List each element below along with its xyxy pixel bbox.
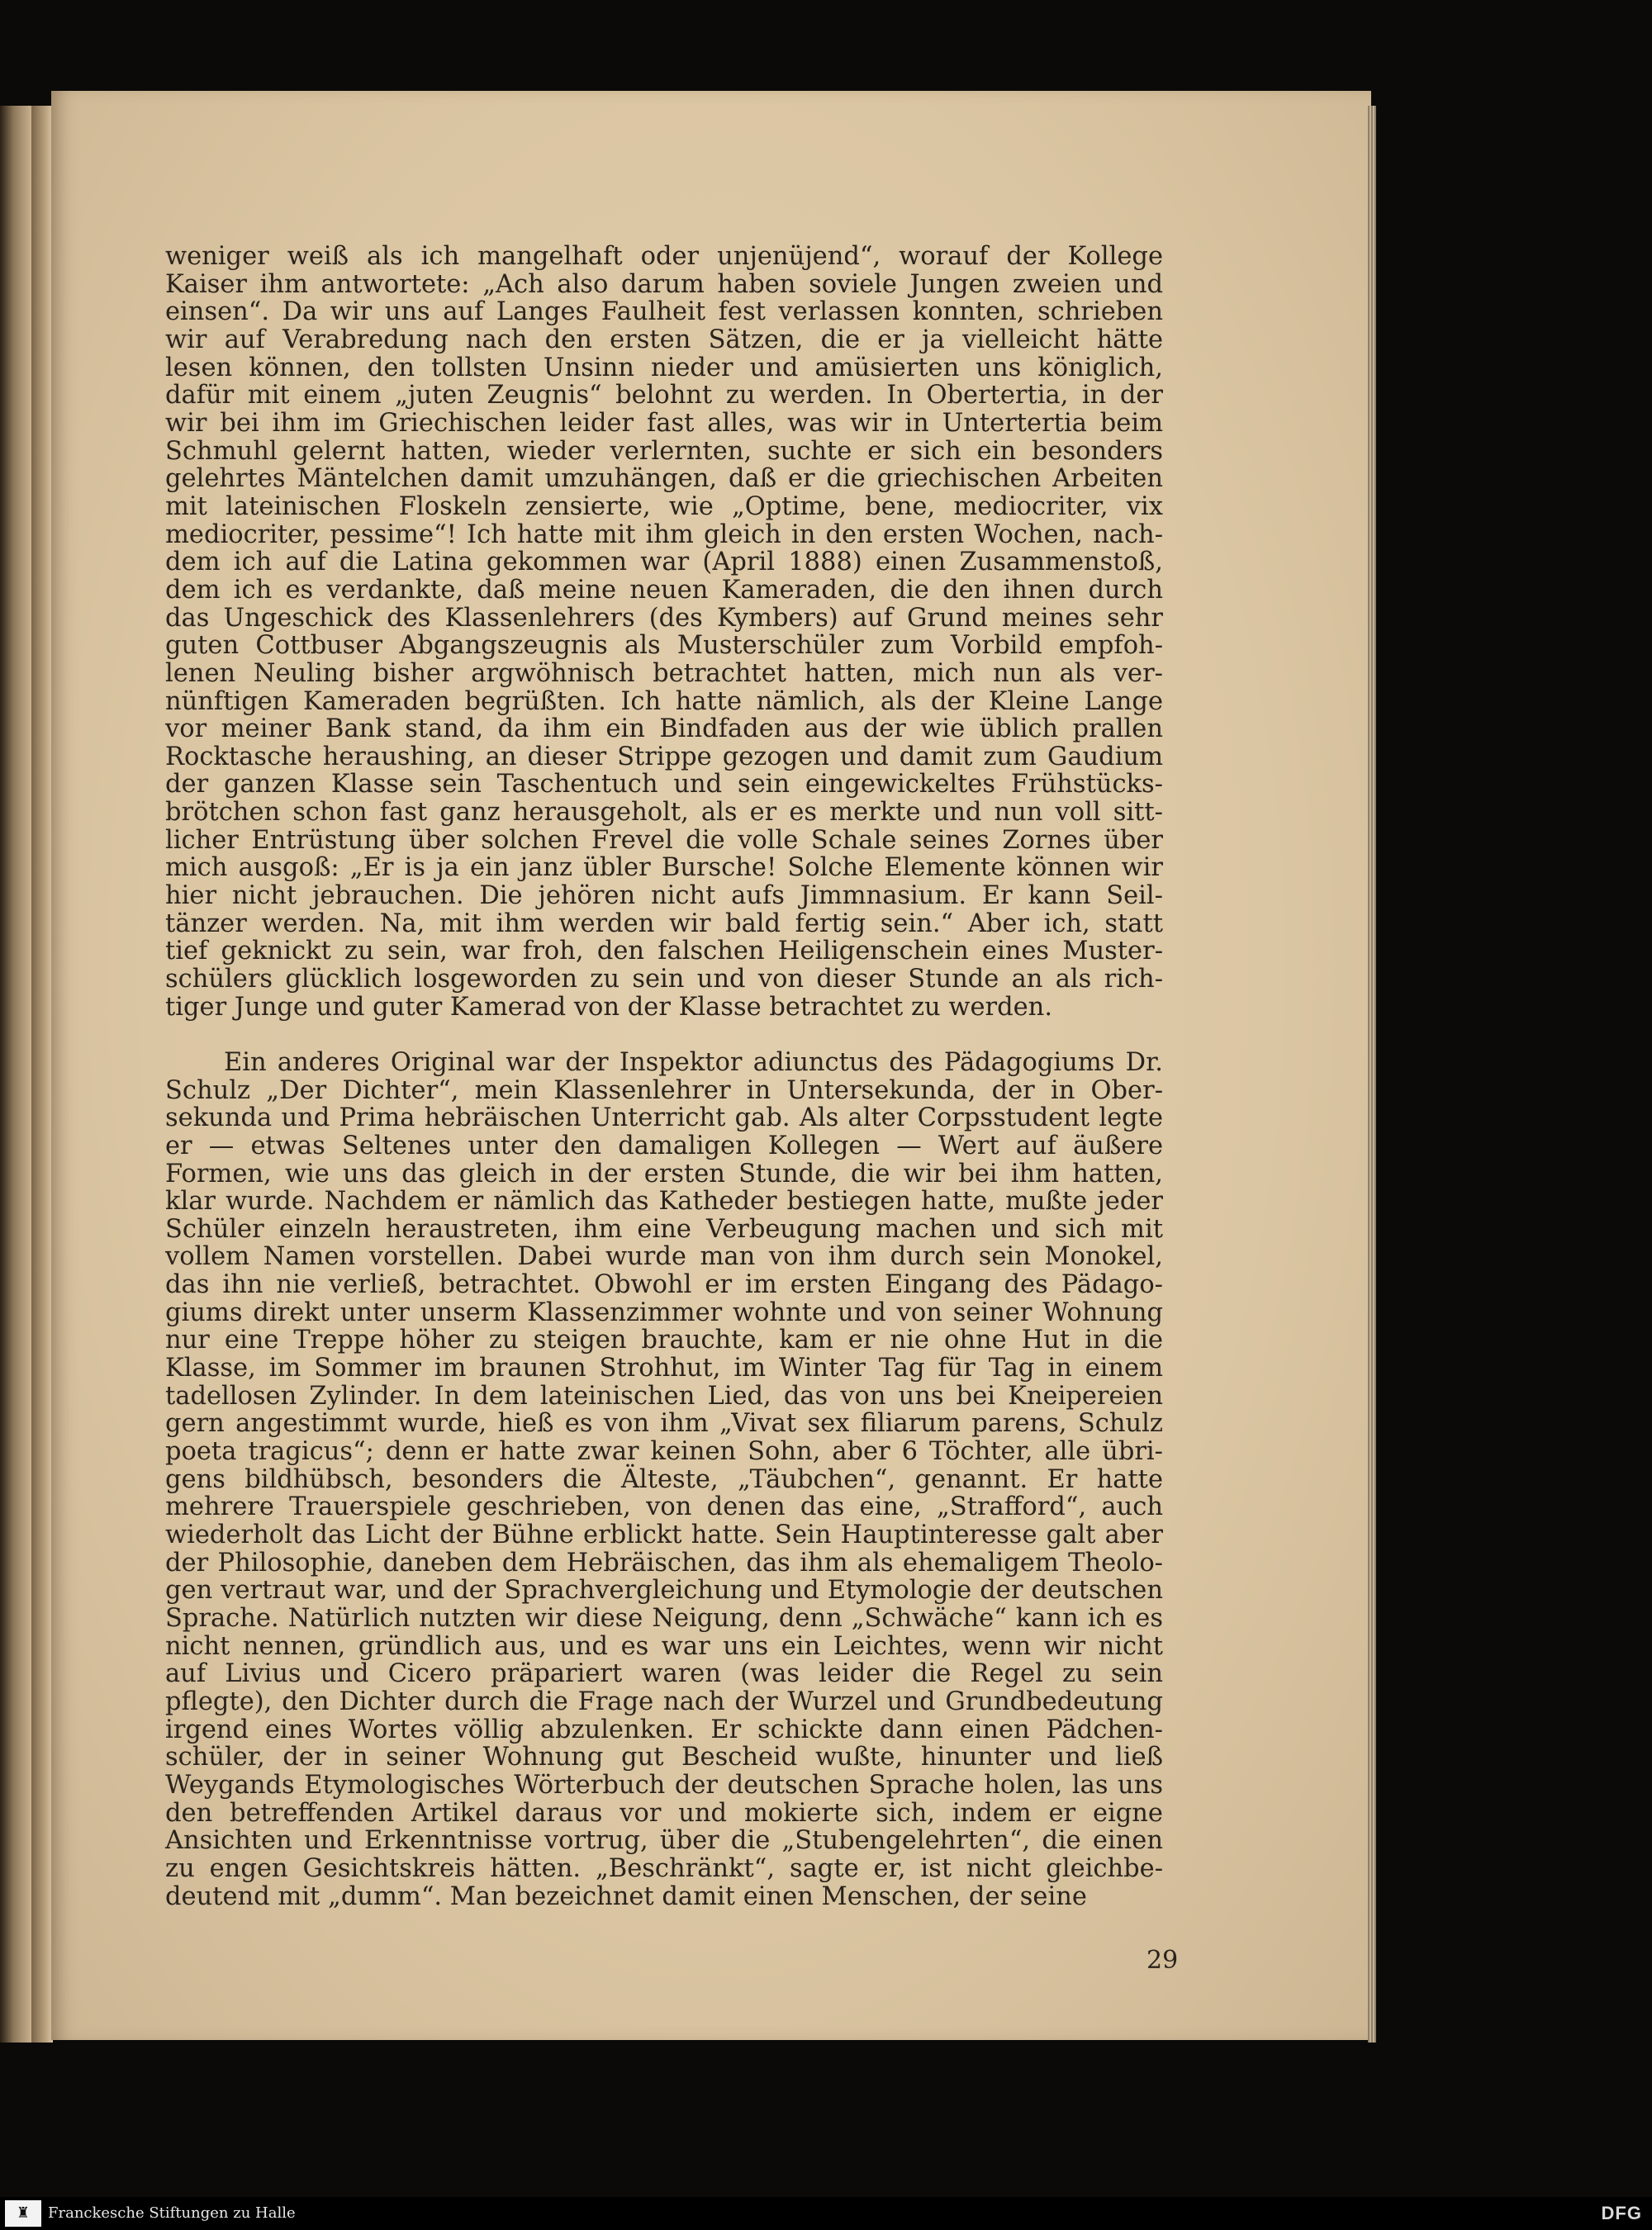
text-line: das Ungeschick des Klassenlehrers (des Kymbers) auf Grund meines sehr (165, 603, 1163, 633)
body-text (165, 243, 1163, 1910)
text-line: zu engen Gesichtskreis hätten. „Beschränkt“, sagte er, ist nicht gleichbe- (165, 1853, 1163, 1883)
paragraph (165, 1049, 1163, 1910)
book-gutter (31, 106, 53, 2043)
text-line: nur eine Treppe höher zu steigen brauchte, kam er nie ohne Hut in die (165, 1326, 1163, 1355)
text-line: mehrere Trauerspiele geschrieben, von denen das eine, „Strafford“, auch (165, 1492, 1163, 1522)
text-line: dafür mit einem „juten Zeugnis“ belohnt zu werden. In Obertertia, in der (165, 381, 1163, 410)
text-line: licher Entrüstung über solchen Frevel die volle Schale seines Zornes über (165, 825, 1163, 855)
paragraph (165, 243, 1163, 1021)
text-line: den betreffenden Artikel daraus vor und mokierte sich, indem er eigne (165, 1798, 1163, 1828)
text-line: tiger Junge und guter Kamerad von der Klasse betrachtet zu werden. (165, 992, 1053, 1022)
text-line: tief geknickt zu sein, war froh, den falschen Heiligenschein eines Muster- (165, 937, 1163, 966)
text-line: das ihn nie verließ, betrachtet. Obwohl er im ersten Eingang des Pädago- (165, 1270, 1163, 1300)
text-line: Rocktasche heraushing, an dieser Strippe gezogen und damit zum Gaudium (165, 742, 1163, 771)
text-line: Ein anderes Original war der Inspektor adiunctus des Pädagogiums Dr. (224, 1047, 1163, 1077)
text-line: sekunda und Prima hebräischen Unterricht gab. Als alter Corpsstudent legte (165, 1103, 1163, 1133)
text-line: lesen können, den tollsten Unsinn nieder und amüsierten uns königlich, (165, 353, 1163, 382)
text-line: wir bei ihm im Griechischen leider fast alles, was wir in Untertertia beim (165, 408, 1163, 438)
text-line: Schmuhl gelernt hatten, wieder verlernten, suchte er sich ein besonders (165, 436, 1163, 466)
footer-bar (0, 2197, 1652, 2230)
text-line: nünftigen Kameraden begrüßten. Ich hatte nämlich, als der Kleine Lange (165, 686, 1163, 716)
text-line: mich ausgoß: „Er is ja ein janz übler Bursche! Solche Elemente können wir (165, 853, 1163, 883)
text-line: gelehrtes Mäntelchen damit umzuhängen, daß er die griechischen Arbeiten (165, 464, 1163, 494)
paragraph-gap (165, 1021, 1163, 1049)
text-line: der Philosophie, daneben dem Hebräischen, das ihm als ehemaligem Theolo- (165, 1548, 1163, 1578)
text-line: Formen, wie uns das gleich in der ersten Stunde, die wir bei ihm hatten, (165, 1159, 1163, 1189)
text-line: schüler, der in seiner Wohnung gut Bescheid wußte, hinunter und ließ (165, 1743, 1163, 1772)
text-line: mit lateinischen Floskeln zensierte, wie „Optime, bene, mediocriter, vix (165, 491, 1163, 521)
text-line: schülers glücklich losgeworden zu sein und von dieser Stunde an als rich- (165, 965, 1163, 994)
text-line: vollem Namen vorstellen. Dabei wurde man von ihm durch sein Monokel, (165, 1242, 1163, 1272)
institution-logo-icon[interactable]: ♜ (5, 2200, 41, 2227)
text-line: weniger weiß als ich mangelhaft oder unjenüjend“, worauf der Kollege (165, 242, 1163, 271)
text-line: dem ich es verdankte, daß meine neuen Kameraden, die den ihnen durch (165, 575, 1163, 605)
facing-page-edge (0, 106, 31, 2043)
text-line: gens bildhübsch, besonders die Älteste, „Täubchen“, genannt. Er hatte (165, 1464, 1163, 1494)
text-line: Weygands Etymologisches Wörterbuch der deutschen Sprache holen, las uns (165, 1770, 1163, 1800)
text-line: poeta tragicus“; denn er hatte zwar keinen Sohn, aber 6 Töchter, alle übri- (165, 1437, 1163, 1467)
institution-name: Franckesche Stiftungen zu Halle (48, 2204, 296, 2222)
text-line: mediocriter, pessime“! Ich hatte mit ihm gleich in den ersten Wochen, nach- (165, 520, 1163, 549)
text-line: nicht nennen, gründlich aus, und es war uns ein Leichtes, wenn wir nicht (165, 1631, 1163, 1661)
text-line: Kaiser ihm antwortete: „Ach also darum haben soviele Jungen zweien und (165, 269, 1163, 299)
text-line: giums direkt unter unserm Klassenzimmer wohnte und von seiner Wohnung (165, 1298, 1163, 1327)
text-line: hier nicht jebrauchen. Die jehören nicht aufs Jimmnasium. Er kann Seil- (165, 881, 1163, 911)
text-line: Ansichten und Erkenntnisse vortrug, über die „Stubengelehrten“, die einen (165, 1826, 1163, 1856)
text-line: dem ich auf die Latina gekommen war (April 1888) einen Zusammenstoß, (165, 548, 1163, 577)
text-line: deutend mit „dumm“. Man bezeichnet damit einen Menschen, der seine (165, 1881, 1087, 1911)
page-number: 29 (1146, 1946, 1179, 1975)
text-line: brötchen schon fast ganz herausgeholt, als er es merkte und nun voll sitt- (165, 798, 1163, 828)
text-line: gen vertraut war, und der Sprachvergleichung und Etymologie der deutschen (165, 1576, 1163, 1606)
text-line: auf Livius und Cicero präpariert waren (was leider die Regel zu sein (165, 1659, 1163, 1689)
text-line: er — etwas Seltenes unter den damaligen Kollegen — Wert auf äußere (165, 1131, 1163, 1160)
text-line: der ganzen Klasse sein Taschentuch und sein eingewickeltes Frühstücks- (165, 770, 1163, 799)
text-line: Schulz „Der Dichter“, mein Klassenlehrer in Untersekunda, der in Ober- (165, 1075, 1163, 1105)
page-stack-edge (1368, 106, 1376, 2043)
text-line: vor meiner Bank stand, da ihm ein Bindfaden aus der wie üblich prallen (165, 714, 1163, 744)
text-line: lenen Neuling bisher argwöhnisch betrachtet hatten, mich nun als ver- (165, 658, 1163, 688)
text-line: einsen“. Da wir uns auf Langes Faulheit fest verlassen konnten, schrieben (165, 297, 1163, 327)
text-line: wir auf Verabredung nach den ersten Sätzen, die er ja vielleicht hätte (165, 325, 1163, 354)
text-line: gern angestimmt wurde, hieß es von ihm „Vivat sex filiarum parens, Schulz (165, 1409, 1163, 1439)
text-line: wiederholt das Licht der Bühne erblickt hatte. Sein Hauptinteresse galt aber (165, 1521, 1163, 1550)
text-line: Schüler einzeln heraustreten, ihm eine Verbeugung machen und sich mit (165, 1214, 1163, 1244)
text-line: pflegte), den Dichter durch die Frage nach der Wurzel und Grundbedeutung (165, 1687, 1163, 1716)
text-line: Sprache. Natürlich nutzten wir diese Neigung, denn „Schwäche“ kann ich es (165, 1604, 1163, 1633)
text-line: tadellosen Zylinder. In dem lateinischen Lied, das von uns bei Kneipereien (165, 1381, 1163, 1411)
text-line: Klasse, im Sommer im braunen Strohhut, im Winter Tag für Tag in einem (165, 1354, 1163, 1383)
text-line: guten Cottbuser Abgangszeugnis als Musterschüler zum Vorbild empfoh- (165, 631, 1163, 661)
dfg-logo: DFG (1601, 2203, 1642, 2223)
text-line: tänzer werden. Na, mit ihm werden wir bald fertig sein.“ Aber ich, statt (165, 909, 1163, 938)
text-line: klar wurde. Nachdem er nämlich das Katheder bestiegen hatte, mußte jeder (165, 1187, 1163, 1217)
text-line: irgend eines Wortes völlig abzulenken. Er schickte dann einen Pädchen- (165, 1715, 1163, 1744)
